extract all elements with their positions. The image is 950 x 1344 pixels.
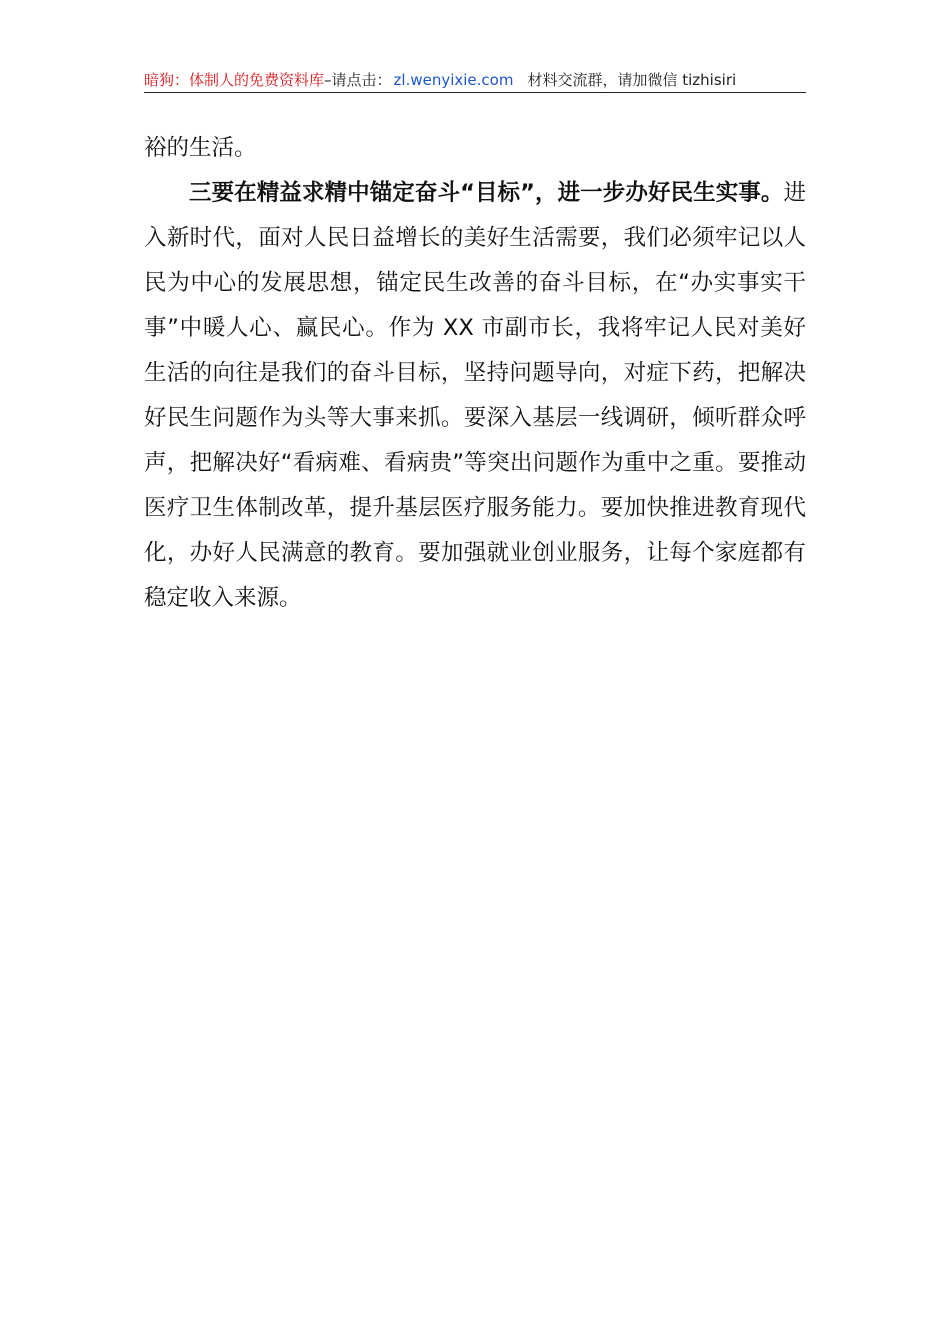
header-group-info: 材料交流群，请加微信 tizhisiri xyxy=(527,71,737,89)
paragraph-continuation: 裕的生活。 xyxy=(144,135,257,161)
paragraph-three xyxy=(144,171,806,621)
header-brand: 暗狗：体制人的免费资料库 xyxy=(144,71,325,89)
paragraph-three-heading: 三要在精益求精中锚定奋斗“目标”，进一步办好民生实事。 xyxy=(189,180,784,206)
header-prompt: –请点击： xyxy=(324,71,392,89)
document-body xyxy=(144,126,806,621)
page-header xyxy=(144,68,806,93)
paragraph-three-text: 进入新时代，面对人民日益增长的美好生活需要，我们必须牢记以人民为中心的发展思想，锚定民生改善的奋斗目标，在“办实事实干事”中暖人心、赢民心。作为 XX 市副市长，我将牢记人民对美好生活的向往是我们的奋斗目标，坚持问题导向，对症下药，把解决好民生问题作为头等大事来抓。要深入基层一线调研，倾听群众呼声，把解决好“看病难、看病贵”等突出问题作为重中之重。要推动医疗卫生体制改革，提升基层医疗服务能力。要加快推进教育现代化，办好人民满意的教育。要加强就业创业服务，让每个家庭都有稳定收入来源。 xyxy=(144,180,806,611)
header-link[interactable]: zl.wenyixie.com xyxy=(393,71,514,89)
